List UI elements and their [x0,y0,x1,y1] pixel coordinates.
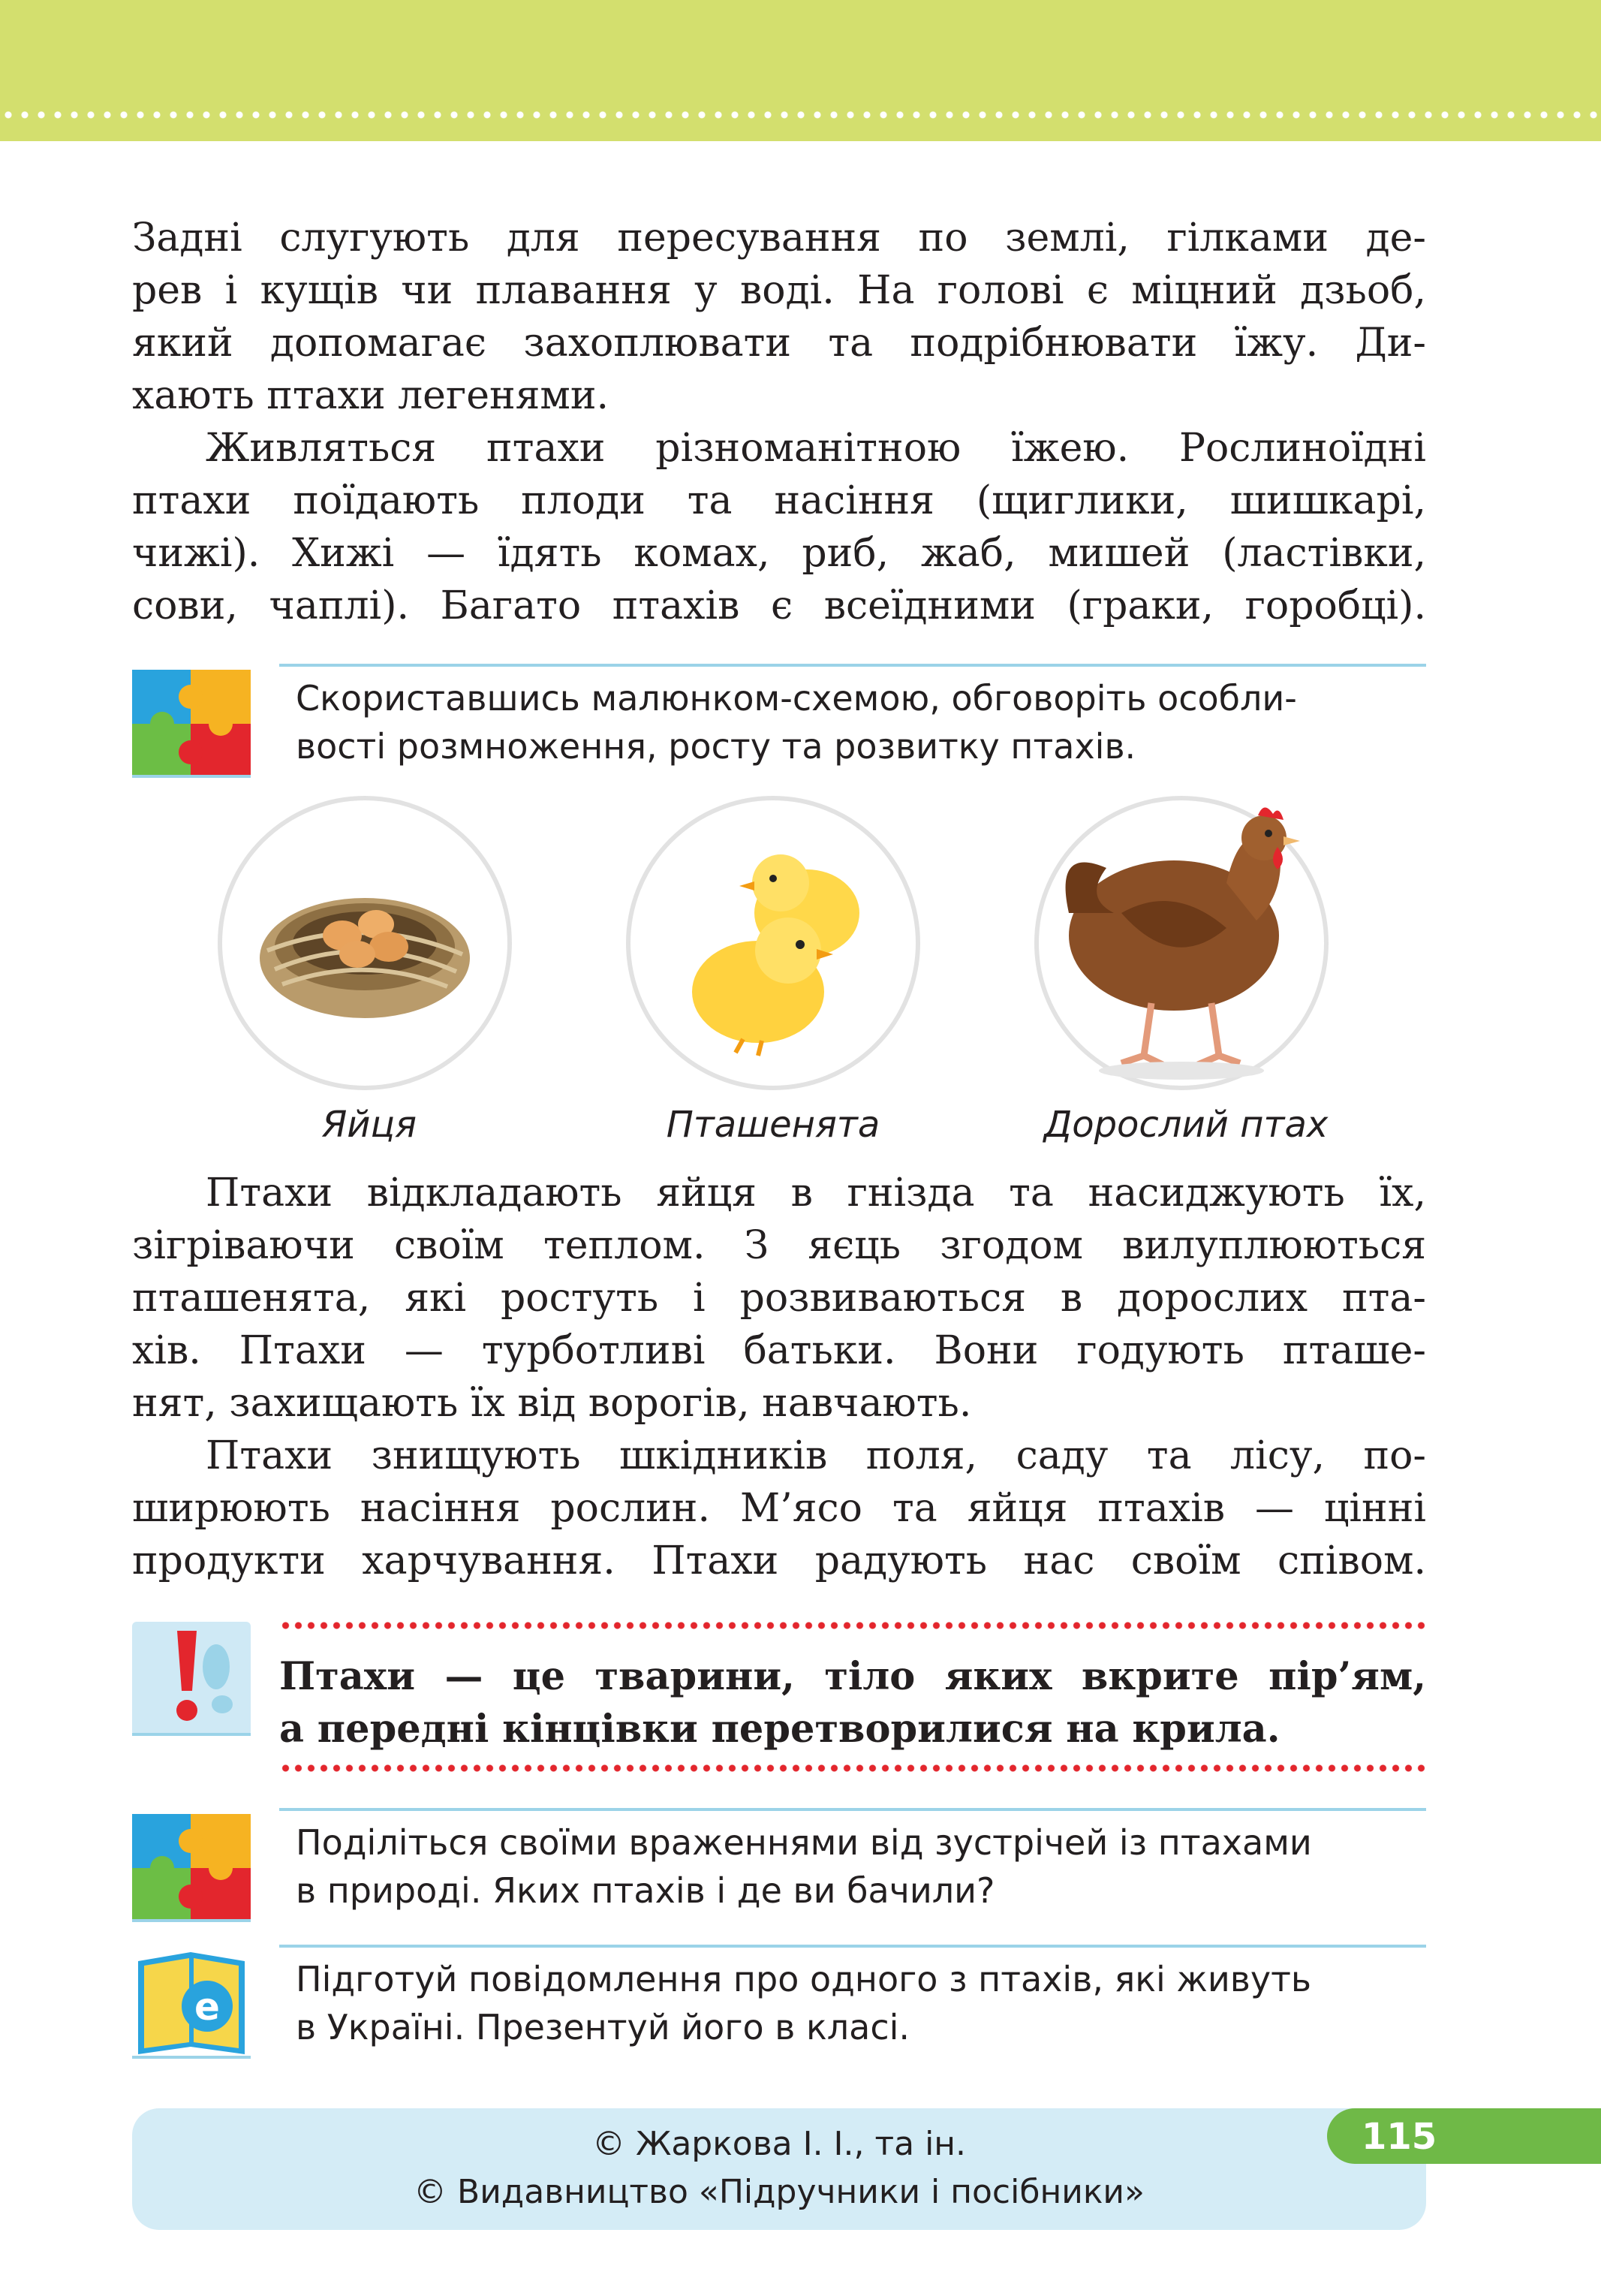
task-discuss-scheme [132,664,1426,784]
task-line: Скориставшись малюнком-схемою, обговоріть особли- [296,678,1297,719]
task-text [296,1955,1429,2051]
text-line: сови, чаплі). Багато птахів є всеїдними (граки, горобці). [132,583,1426,628]
exclamation-icon [132,1622,251,1736]
task-line: Поділіться своїми враженнями від зустрічей із птахами [296,1822,1312,1863]
copyright-authors: © Жаркова І. І., та ін. [591,2125,967,2163]
task-rule [279,1808,1426,1811]
text-line: Птахи відкладають яйця в гнізда та насиджують їх, [206,1171,1426,1216]
caption-chicks: Пташенята [666,1104,880,1146]
text-line: який допомагає захоплювати та подрібнювати їжу. Ди- [132,321,1426,366]
header-dotted-line [0,111,1601,119]
text-line: хів. Птахи — турботливі батьки. Вони годують пташе- [132,1328,1426,1373]
rule-text [279,1650,1426,1755]
text-line: Живляться птахи різноманітною їжею. Рослиноїдні [206,426,1426,471]
nest-eggs-icon [222,800,507,1086]
page-number: 115 [1362,2116,1437,2158]
paragraph-4 [132,1430,1426,1587]
page-number-badge [1327,2108,1601,2164]
puzzle-icon [132,664,251,778]
task-rule [279,1945,1426,1948]
puzzle-icon [132,1808,251,1922]
paragraph-1 [132,212,1426,422]
task-line: Підготуй повідомлення про одного з птахів, які живуть [296,1959,1312,1999]
text-line: пташенята, які ростуть і розвиваються в дорослих пта- [132,1276,1426,1321]
text-line: Птахи знищують шкідників поля, саду та лісу, по- [206,1433,1426,1478]
paragraph-3 [132,1167,1426,1430]
key-rule [132,1622,1426,1779]
red-dotted-line-bottom [279,1764,1426,1772]
book-icon [132,1945,251,2059]
text-line: птахи поїдають плоди та насіння (щиглики, шишкарі, [132,478,1426,523]
text-line: ширюють насіння рослин. М’ясо та яйця птахів — цінні [132,1486,1426,1531]
copyright-footer [132,2108,1426,2230]
header-band [0,0,1601,141]
task-prepare-report [132,1945,1426,2065]
text-line: рев і кущів чи плавання у воді. На голові є міцний дзьоб, [132,268,1426,313]
caption-eggs: Яйця [321,1104,417,1146]
text-line: хають птахи легенями. [132,373,609,418]
task-line: вості розмноження, росту та розвитку птахів. [296,726,1136,767]
nest-eggs-circle [218,796,512,1090]
svg-text:e: e [194,1985,220,2029]
rule-line: Птахи — це тварини, тіло яких вкрите пір’ям, [279,1654,1426,1699]
copyright-publisher: © Видавництво «Підручники і посібники» [414,2173,1145,2211]
task-rule [279,664,1426,667]
text-line: чижі). Хижі — їдять комах, риб, жаб, мишей (ластівки, [132,531,1426,576]
task-line: в Україні. Презентуй його в класі. [296,2007,910,2047]
red-dotted-line-top [279,1622,1426,1629]
text-line: зігріваючи своїм теплом. З яєць згодом вилуплюються [132,1223,1426,1268]
text-line: нят, захищають їх від ворогів, навчають. [132,1381,972,1426]
caption-adult-bird: Дорослий птах [1043,1104,1329,1146]
hen-circle [1034,796,1329,1090]
task-line: в природі. Яких птахів і де ви бачили? [296,1870,995,1911]
task-text [296,1818,1429,1915]
task-share-impressions [132,1808,1426,1928]
chicks-circle [626,796,920,1090]
paragraph-2 [132,422,1426,632]
chicks-icon [630,800,916,1086]
rule-line: а передні кінцівки перетворилися на крила. [279,1707,1280,1752]
task-text [296,674,1429,770]
text-line: продукти харчування. Птахи радують нас своїм співом. [132,1538,1426,1583]
text-line: Задні слугують для пересування по землі, гілками де- [132,215,1426,261]
hen-icon [1039,800,1324,1086]
